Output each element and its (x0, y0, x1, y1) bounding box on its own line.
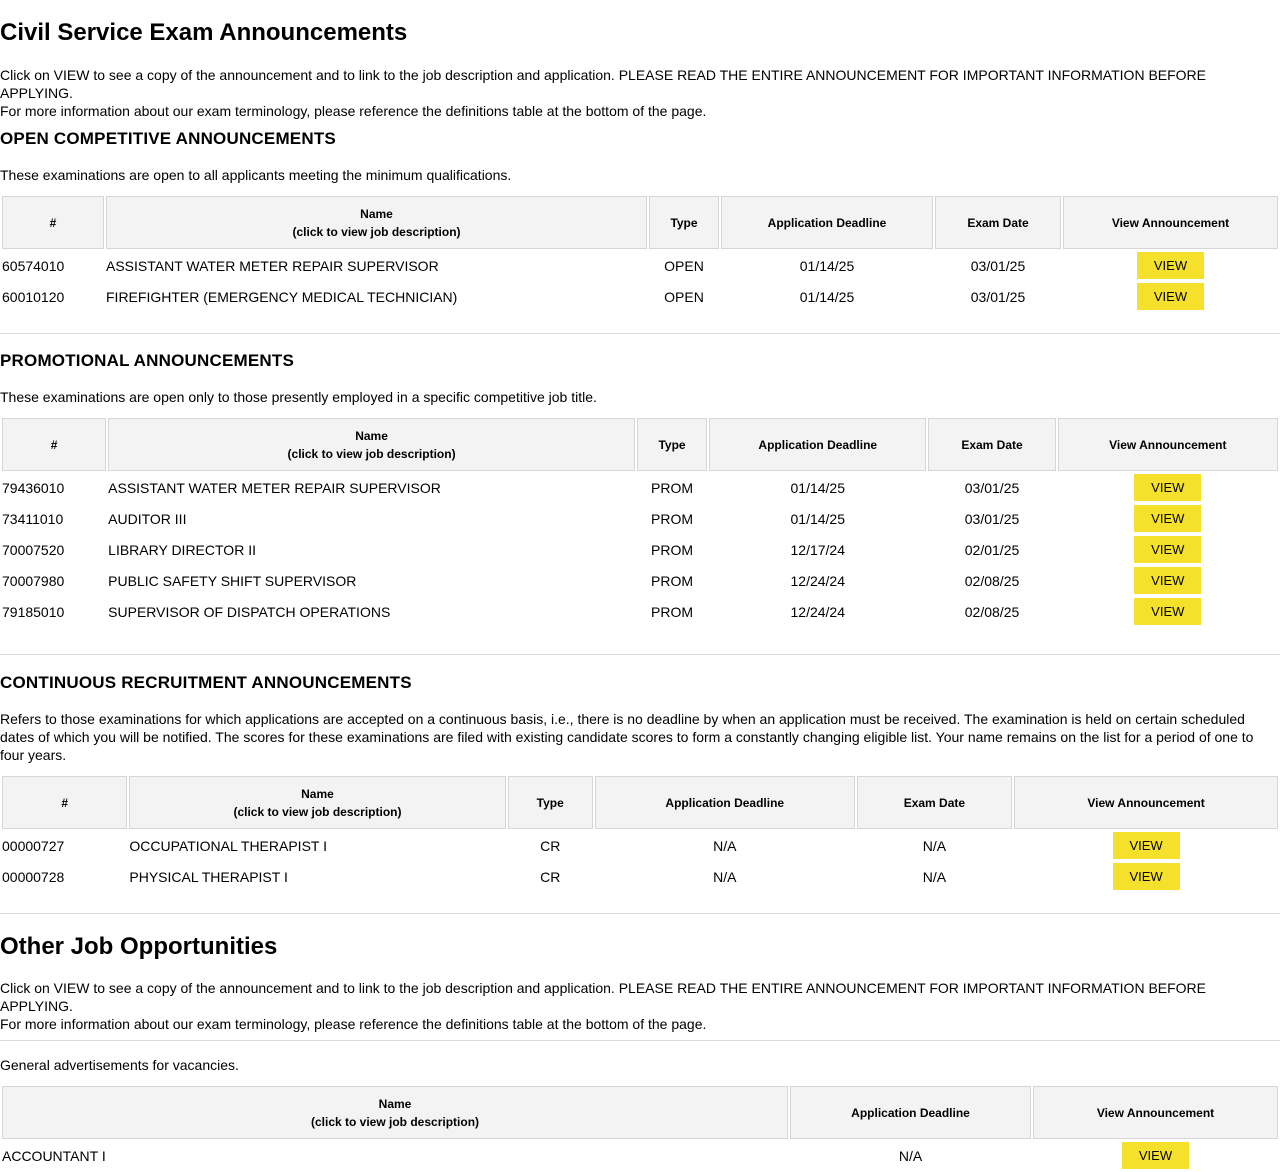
job-name-link[interactable]: AUDITOR III (108, 510, 187, 527)
open-section-heading: OPEN COMPETITIVE ANNOUNCEMENTS (0, 129, 336, 148)
col-name-subtitle: (click to view job description) (292, 224, 461, 239)
table-row (2, 831, 1278, 860)
exam-date: 02/08/25 (964, 572, 1020, 589)
exam-number: 00000728 (2, 868, 65, 885)
col-exam-date-header: Exam Date (857, 776, 1012, 829)
exam-type: PROM (651, 603, 694, 620)
cr-table (0, 774, 1280, 893)
view-button[interactable]: VIEW (1137, 252, 1204, 279)
job-name-link[interactable]: ACCOUNTANT I (2, 1147, 106, 1164)
other-table (0, 1084, 1280, 1172)
view-button[interactable]: VIEW (1134, 567, 1201, 594)
intro-text (0, 66, 1280, 120)
view-button[interactable]: VIEW (1113, 832, 1180, 859)
exam-type: CR (540, 868, 561, 885)
job-name-link[interactable]: PUBLIC SAFETY SHIFT SUPERVISOR (108, 572, 357, 589)
exam-type: PROM (651, 541, 694, 558)
col-name-subtitle: (click to view job description) (310, 1114, 480, 1129)
col-deadline-header: Application Deadline (721, 196, 933, 249)
col-deadline-header: Application Deadline (595, 776, 855, 829)
other-heading-wrap (0, 933, 1280, 961)
other-intro-line-1: Click on VIEW to see a copy of the announcement and to link to the job description and application. PLEASE READ THE ENTIRE ANNOUNCEMENT FOR IMPORTANT INFORMATION BEFORE APPLYING. (0, 980, 1207, 1014)
exam-number: 73411010 (2, 510, 64, 527)
cr-description-line-1: Refers to those examinations for which applications are accepted on a continuous basis, i.e., there is no deadline by when an application must be received. The examination is held on certain scheduled (0, 711, 1245, 727)
open-table-head (2, 196, 1278, 249)
other-description: General advertisements for vacancies. (0, 1057, 239, 1073)
exam-type: PROM (651, 479, 694, 496)
view-button[interactable]: VIEW (1134, 474, 1201, 501)
open-description-wrap (0, 166, 1280, 184)
col-deadline-header: Application Deadline (709, 418, 926, 471)
view-cell (1014, 831, 1278, 860)
exam-type: PROM (651, 510, 694, 527)
view-cell (1058, 597, 1278, 626)
table-header-row (2, 1086, 1278, 1139)
exam-type: OPEN (664, 288, 704, 305)
col-number-header: # (2, 776, 127, 829)
cr-description-line-2: dates of which you will be notified. The scores for these examinations are filed with existing candidate scores to form a constantly changing eligible list. Your name remains on the list for a period of one to (0, 729, 1254, 745)
job-name-link[interactable]: FIREFIGHTER (EMERGENCY MEDICAL TECHNICIAN) (106, 288, 458, 305)
col-view-header: View Announcement (1014, 776, 1278, 829)
open-table-body (2, 251, 1278, 311)
col-name-header (106, 196, 647, 249)
table-row (2, 862, 1278, 891)
view-cell (1063, 251, 1278, 280)
view-cell (1063, 282, 1278, 311)
intro-line-2: For more information about our exam terminology, please reference the definitions table at the bottom of the page. (0, 103, 707, 119)
prom-description: These examinations are open only to those presently employed in a specific competitive job title. (0, 389, 597, 405)
table-row (2, 282, 1278, 311)
application-deadline: N/A (713, 837, 737, 854)
open-description: These examinations are open to all applicants meeting the minimum qualifications. (0, 167, 512, 183)
col-name-title: Name (355, 428, 388, 443)
other-table-head (2, 1086, 1278, 1139)
application-deadline: 12/24/24 (790, 572, 845, 589)
cr-description-line-3: four years. (0, 747, 67, 763)
view-cell (1058, 504, 1278, 533)
job-name-link[interactable]: LIBRARY DIRECTOR II (108, 541, 256, 558)
open-section-heading-wrap (0, 129, 1280, 149)
col-type-header: Type (508, 776, 593, 829)
col-type-header: Type (637, 418, 707, 471)
other-intro-wrap (0, 979, 1280, 1033)
prom-description-wrap (0, 388, 1280, 406)
job-name-link[interactable]: ASSISTANT WATER METER REPAIR SUPERVISOR (108, 479, 441, 496)
col-exam-date-header: Exam Date (935, 196, 1061, 249)
prom-table-head (2, 418, 1278, 471)
view-button[interactable]: VIEW (1113, 863, 1180, 890)
application-deadline: N/A (898, 1147, 923, 1164)
col-name-header (2, 1086, 788, 1139)
col-name-subtitle: (click to view job description) (233, 804, 402, 819)
col-name-subtitle: (click to view job description) (287, 446, 456, 461)
exam-type: OPEN (664, 257, 704, 274)
exam-number: 00000727 (2, 837, 65, 854)
prom-table (0, 416, 1280, 628)
col-exam-date-header: Exam Date (928, 418, 1055, 471)
exam-number: 70007980 (2, 572, 65, 589)
other-description-wrap (0, 1056, 1280, 1074)
exam-number: 70007520 (2, 541, 65, 558)
table-row (2, 597, 1278, 626)
col-name-header (108, 418, 635, 471)
application-deadline: 12/17/24 (790, 541, 845, 558)
application-deadline: 01/14/25 (799, 288, 855, 305)
exam-date: 03/01/25 (970, 288, 1026, 305)
cr-description-wrap (0, 710, 1280, 764)
cr-section-heading: CONTINUOUS RECRUITMENT ANNOUNCEMENTS (0, 673, 412, 692)
col-number-header: # (2, 196, 104, 249)
exam-date: 02/08/25 (964, 603, 1020, 620)
other-table-body (2, 1141, 1278, 1170)
col-number-header: # (2, 418, 106, 471)
table-row (2, 473, 1278, 502)
exam-number: 79436010 (2, 479, 65, 496)
col-deadline-header: Application Deadline (790, 1086, 1031, 1139)
view-button[interactable]: VIEW (1137, 283, 1204, 310)
view-cell (1058, 566, 1278, 595)
col-name-title: Name (301, 786, 334, 801)
job-name-link[interactable]: OCCUPATIONAL THERAPIST I (129, 837, 327, 854)
table-row (2, 1141, 1278, 1170)
col-name-title: Name (378, 1096, 412, 1111)
cr-section-heading-wrap (0, 673, 1280, 693)
view-cell (1058, 473, 1278, 502)
exam-date: N/A (922, 837, 947, 854)
col-type-header: Type (649, 196, 719, 249)
job-name-link[interactable]: PHYSICAL THERAPIST I (129, 868, 288, 885)
intro-line-1: Click on VIEW to see a copy of the announcement and to link to the job description and application. PLEASE READ THE ENTIRE ANNOUNCEMENT FOR IMPORTANT INFORMATION BEFORE APPLYING. (0, 67, 1207, 101)
job-name-link[interactable]: SUPERVISOR OF DISPATCH OPERATIONS (108, 603, 391, 620)
table-row (2, 535, 1278, 564)
page-title: Civil Service Exam Announcements (0, 19, 408, 46)
prom-section-heading-wrap (0, 351, 1280, 371)
exam-date: 03/01/25 (970, 257, 1026, 274)
other-intro-line-2: For more information about our exam terminology, please reference the definitions table at the bottom of the page. (0, 1016, 707, 1032)
exam-type: CR (540, 837, 561, 854)
exam-date: 03/01/25 (964, 479, 1020, 496)
application-deadline: 01/14/25 (790, 510, 845, 527)
col-name-title: Name (360, 206, 393, 221)
application-deadline: 01/14/25 (799, 257, 855, 274)
job-name-link[interactable]: ASSISTANT WATER METER REPAIR SUPERVISOR (106, 257, 439, 274)
view-cell (1058, 535, 1278, 564)
cr-table-body (2, 831, 1278, 891)
exam-type: PROM (651, 572, 694, 589)
exam-number: 79185010 (2, 603, 65, 620)
exam-date: N/A (922, 868, 947, 885)
application-deadline: 01/14/25 (790, 479, 845, 496)
table-header-row (2, 418, 1278, 471)
application-deadline: 12/24/24 (790, 603, 845, 620)
view-button[interactable]: VIEW (1134, 505, 1201, 532)
view-cell (1033, 1141, 1278, 1170)
table-row (2, 504, 1278, 533)
open-table (0, 194, 1280, 313)
col-name-header (129, 776, 505, 829)
table-row (2, 566, 1278, 595)
view-cell (1014, 862, 1278, 891)
section-divider (0, 913, 1280, 914)
cr-table-head (2, 776, 1278, 829)
col-view-header: View Announcement (1058, 418, 1278, 471)
other-heading: Other Job Opportunities (0, 933, 278, 960)
table-header-row (2, 196, 1278, 249)
section-divider (0, 333, 1280, 334)
col-view-header: View Announcement (1063, 196, 1278, 249)
section-divider (0, 654, 1280, 655)
view-button[interactable]: VIEW (1134, 536, 1201, 563)
table-header-row (2, 776, 1278, 829)
view-button[interactable]: VIEW (1122, 1142, 1189, 1169)
exam-number: 60010120 (2, 288, 65, 305)
exam-date: 02/01/25 (964, 541, 1020, 558)
col-view-header: View Announcement (1033, 1086, 1278, 1139)
section-divider (0, 1040, 1280, 1041)
prom-section-heading: PROMOTIONAL ANNOUNCEMENTS (0, 351, 294, 370)
exam-number: 60574010 (2, 257, 65, 274)
page-header (0, 19, 1280, 47)
application-deadline: N/A (713, 868, 737, 885)
prom-table-body (2, 473, 1278, 626)
exam-date: 03/01/25 (964, 510, 1020, 527)
table-row (2, 251, 1278, 280)
view-button[interactable]: VIEW (1134, 598, 1201, 625)
